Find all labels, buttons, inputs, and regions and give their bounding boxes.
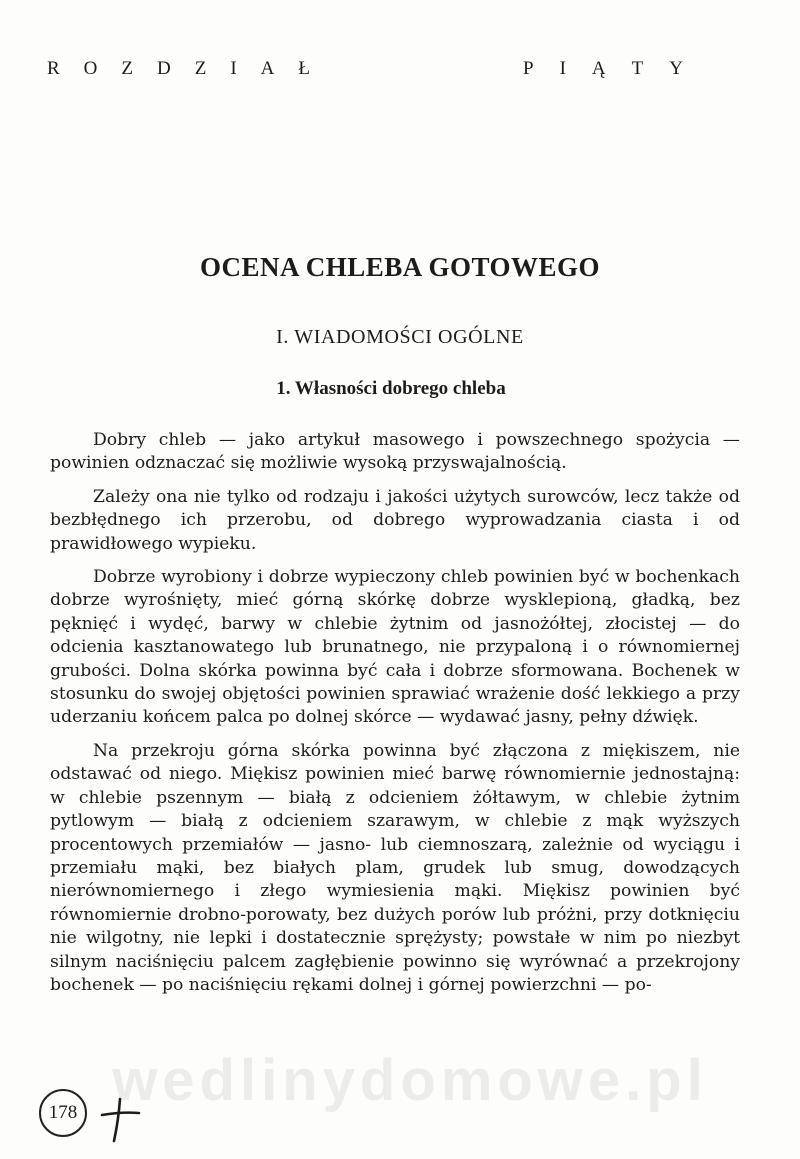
paragraph: Dobrze wyrobiony i dobrze wypieczony chleb powinien być w bochenkach dobrze wyrośnięty, mieć górną skórkę dobrze wysklepioną, gładką, bez pęknięć i wydęć, barwy w chlebie żytnim od jasnożółtej, złocistej — do odcienia kasztanowatego lub brunatnego, nie przypaloną i o równomiernej grubości. Dolna skórka powinna być cała i dobrze sformowana. Bochenek w stosunku do swojej objętości powinien sprawiać wrażenie dość lekkiego a przy uderzaniu końcem palca po dolnej skórce — wydawać jasny, pełny dźwięk. <box>50 567 740 728</box>
paragraph: Zależy ona nie tylko od rodzaju i jakości użytych surowców, lecz także od bezbłędnego ich przerobu, od dobrego wyprowadzania ciasta i od prawidłowego wypieku. <box>50 486 740 554</box>
section-heading: I. WIADOMOŚCI OGÓLNE <box>276 326 524 348</box>
paragraph: Dobry chleb — jako artykuł masowego i powszechnego spożycia — powinien odznaczać się możliwie wysoką przyswajalnością. <box>50 430 740 474</box>
watermark: wedlinydomowe.pl <box>112 1048 708 1113</box>
body-text <box>50 429 740 1007</box>
subsection-heading: 1. Własności dobrego chleba <box>276 378 506 399</box>
handwritten-cross-icon <box>98 1095 142 1143</box>
running-head <box>47 58 747 98</box>
page-number: 178 <box>39 1089 87 1137</box>
paragraph: Na przekroju górna skórka powinna być złączona z miękiszem, nie odstawać od niego. Miękisz powinien mieć barwę równomiernie jednostajną: w chlebie pszennym — białą z odcieniem żółtawym, w chlebie żytnim pytlowym — białą z odcieniem szarawym, w chlebie z mąk wyższych procentowych przemiałów — jasno- lub ciemnoszarą, zależnie od wyciągu i przemiału mąki, bez białych plam, grudek lub smug, dowodzących nierównomiernego i złego wymiesienia mąki. Miękisz powinien być równomiernie drobno-porowaty, bez dużych porów lub próżni, przy dotknięciu nie wilgotny, nie lepki i dostatecznie sprężysty; powstałe w nim po niezbyt silnym naciśnięciu palcem zagłębienie powinno się wyrównać a przekrojony bochenek — po naciśnięciu rękami dolnej i górnej powierzchni — po- <box>50 740 740 995</box>
chapter-title: OCENA CHLEBA GOTOWEGO <box>199 252 601 282</box>
running-head-chapter-number: PIĄTY <box>523 58 709 79</box>
running-head-chapter-label: ROZDZIAŁ <box>47 58 334 79</box>
